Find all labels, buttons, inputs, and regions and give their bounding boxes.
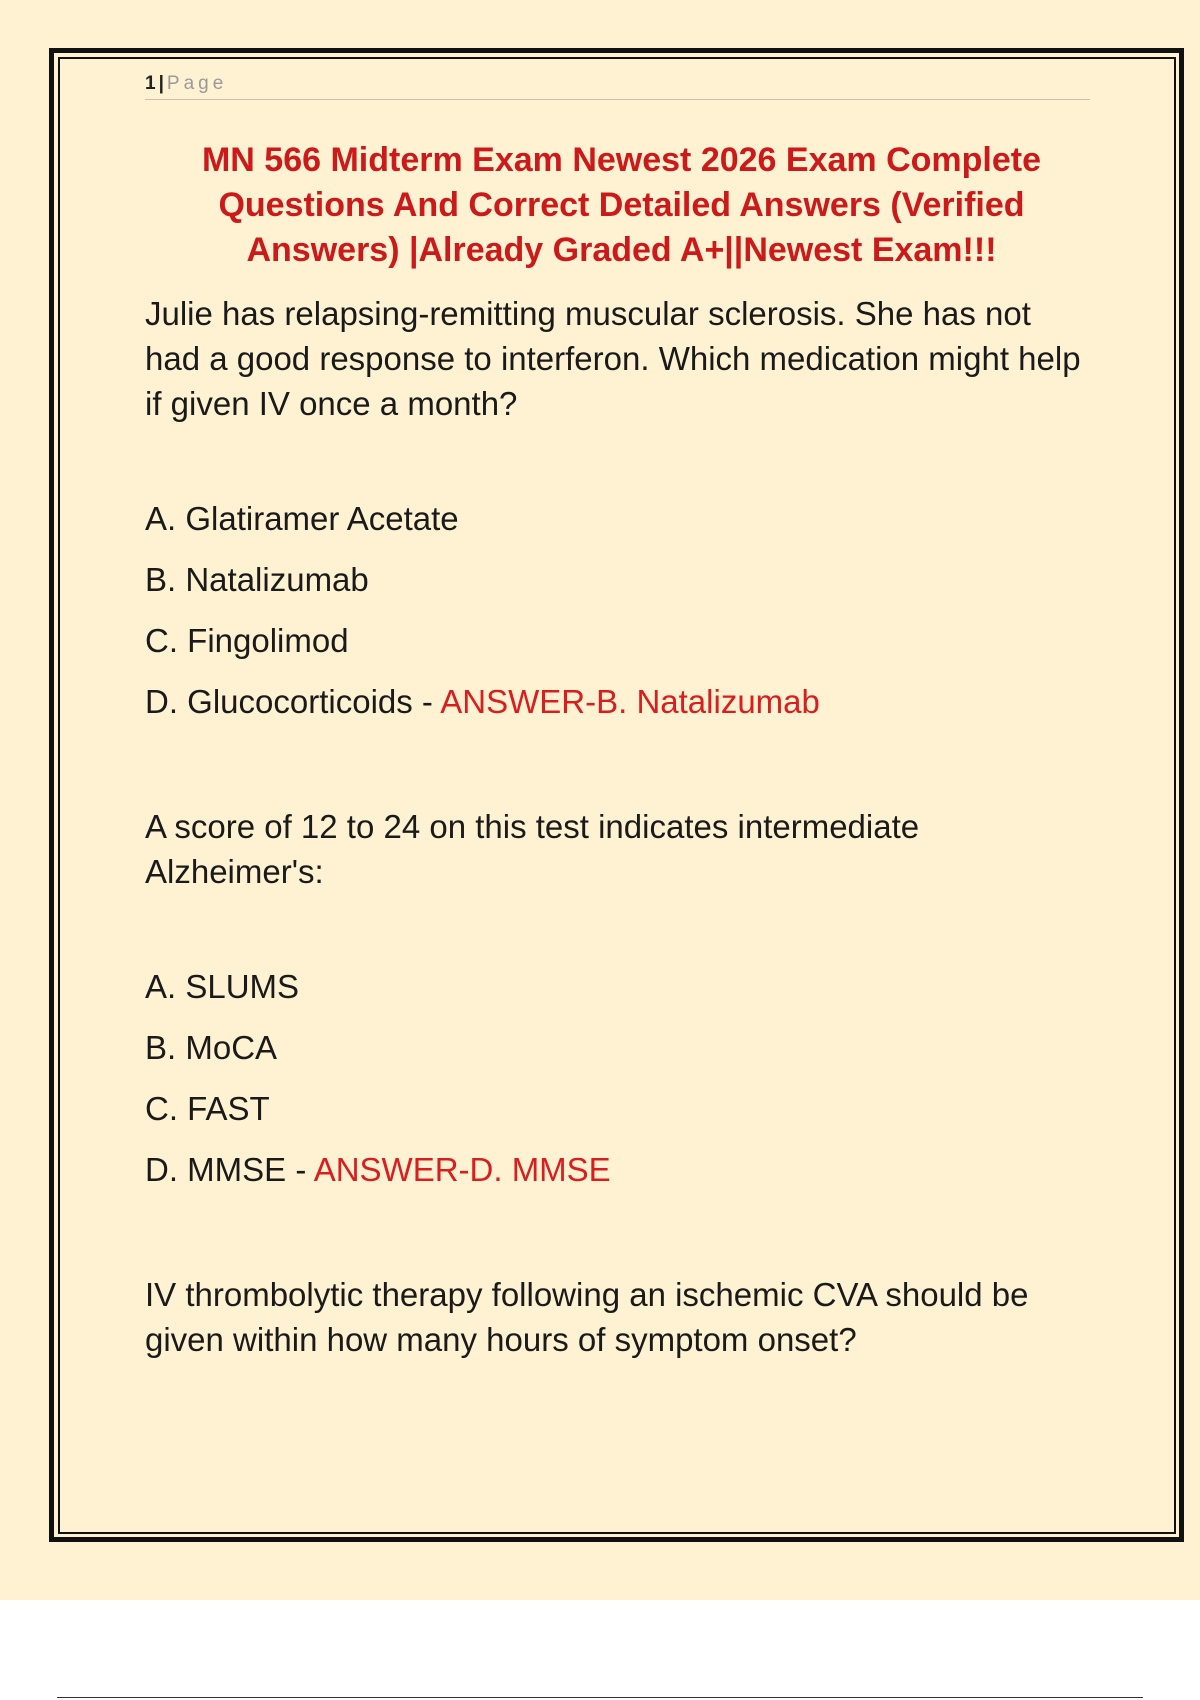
- document-content: [145, 72, 1090, 1362]
- question-2-option-d: [145, 1147, 1090, 1192]
- question-1-options: [145, 496, 1090, 724]
- question-2-answer: ANSWER-D. MMSE: [313, 1151, 611, 1188]
- page-number: 1: [145, 73, 156, 94]
- question-2-option-b: B. MoCA: [145, 1029, 278, 1066]
- page-header: [145, 72, 1090, 100]
- question-2-option-c: C. FAST: [145, 1090, 270, 1127]
- question-1-option-c: C. Fingolimod: [145, 622, 349, 659]
- footer-divider: [57, 1697, 1143, 1698]
- question-2-options: [145, 964, 1090, 1192]
- question-1-answer: ANSWER-B. Natalizumab: [440, 683, 820, 720]
- page-separator: |: [158, 73, 164, 94]
- document-title: MN 566 Midterm Exam Newest 2026 Exam Complete Questions And Correct Detailed Answers (Verified Answers) |Already Graded A+||Newest Exam!!!: [201, 141, 1041, 269]
- question-3-text: IV thrombolytic therapy following an ischemic CVA should be given within how many hours of symptom onset?: [145, 1276, 1029, 1358]
- question-2-text: A score of 12 to 24 on this test indicates intermediate Alzheimer's:: [145, 808, 920, 890]
- question-1-option-a: A. Glatiramer Acetate: [145, 500, 459, 537]
- page-label: Page: [166, 73, 228, 94]
- question-2-option-a: A. SLUMS: [145, 968, 300, 1005]
- question-2-option-d-text: D. MMSE -: [145, 1151, 314, 1188]
- question-1-option-b: B. Natalizumab: [145, 561, 369, 598]
- question-1-text: Julie has relapsing-remitting muscular sclerosis. She has not had a good response to interferon. Which medication might help if given IV once a month?: [145, 295, 1081, 422]
- question-1-option-d-text: D. Glucocorticoids -: [145, 683, 441, 720]
- question-1-option-d: [145, 679, 1090, 724]
